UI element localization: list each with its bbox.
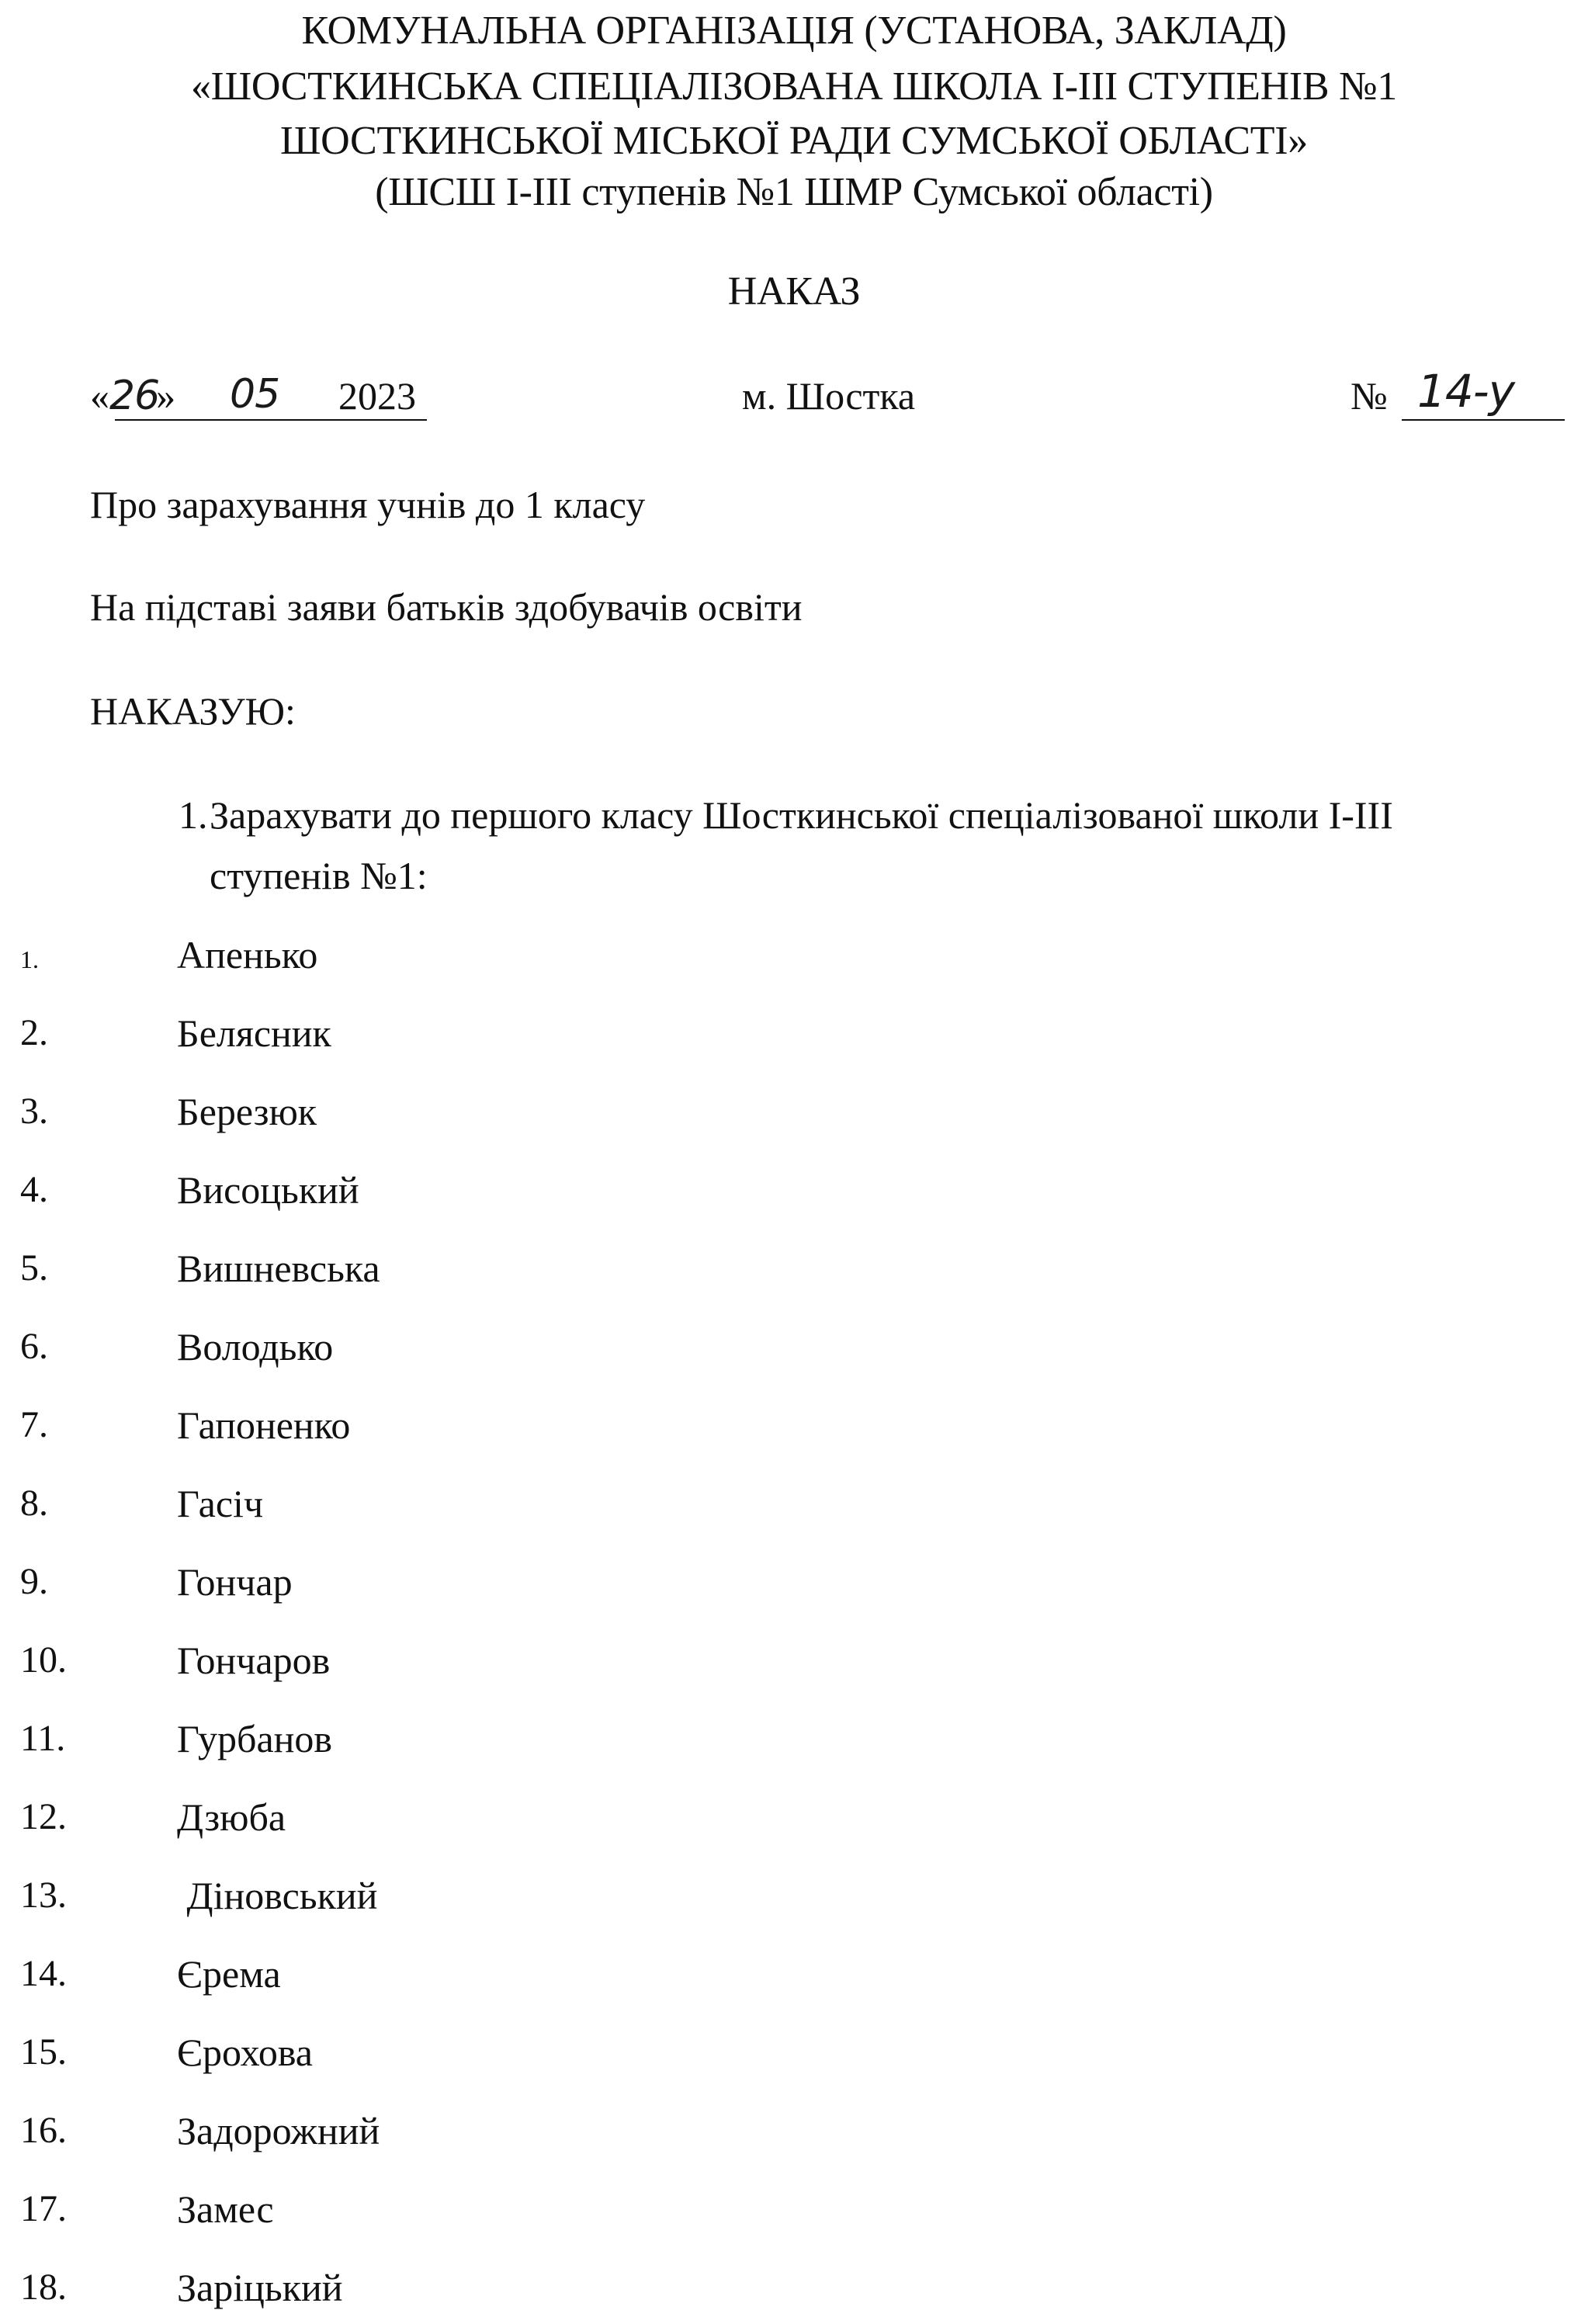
date-close-quote: » <box>156 374 176 418</box>
student-name: Гасіч <box>177 1482 264 1525</box>
date-open-quote: « <box>90 374 109 418</box>
student-number: 12. <box>20 1796 67 1837</box>
student-number: 18. <box>20 2267 67 2308</box>
order-subject: Про зарахування учнів до 1 класу <box>90 483 646 526</box>
student-name: Діновський <box>177 1874 378 1917</box>
student-number: 16. <box>20 2110 67 2151</box>
student-name: Замес <box>177 2187 274 2231</box>
student-number: 5. <box>20 1247 48 1289</box>
student-number: 7. <box>20 1404 48 1445</box>
order-number-handwritten: 14-у <box>1417 365 1515 418</box>
student-name: Гурбанов <box>177 1717 332 1760</box>
student-number: 10. <box>20 1639 67 1681</box>
date-underline <box>115 419 427 421</box>
clause-1-line-2: ступенів №1: <box>210 854 428 897</box>
student-name: Вишневська <box>177 1247 380 1290</box>
student-number: 11. <box>20 1718 66 1759</box>
student-number: 1. <box>20 945 39 973</box>
student-name: Єрема <box>177 1952 281 1996</box>
order-number-prefix: № <box>1350 374 1388 418</box>
student-name: Березюк <box>177 1090 317 1133</box>
student-name: Гончар <box>177 1560 293 1604</box>
student-name: Белясник <box>177 1011 331 1055</box>
student-name: Задорожний <box>177 2109 380 2152</box>
date-year: 2023 <box>338 374 416 418</box>
student-number: 2. <box>20 1012 48 1053</box>
student-number: 6. <box>20 1326 48 1367</box>
student-name: Володько <box>177 1325 334 1368</box>
student-name: Дзюба <box>177 1795 286 1839</box>
clause-1-number: 1. <box>179 793 208 837</box>
student-name: Єрохова <box>177 2031 313 2074</box>
student-number: 14. <box>20 1953 67 1994</box>
student-number: 8. <box>20 1483 48 1524</box>
student-name: Заріцький <box>177 2266 343 2309</box>
document-title: НАКАЗ <box>727 269 861 314</box>
student-name: Висоцький <box>177 1168 359 1212</box>
date-field <box>90 373 175 419</box>
order-number-underline <box>1402 419 1565 421</box>
student-name: Гончаров <box>177 1639 331 1682</box>
clause-1-line-1: Зарахувати до першого класу Шосткинської спеціалізованої школи І-ІІІ <box>210 793 1393 837</box>
header-line-1: КОМУНАЛЬНА ОРГАНІЗАЦІЯ (УСТАНОВА, ЗАКЛАД) <box>301 9 1287 53</box>
header-line-3: ШОСТКИНСЬКОЇ МІСЬКОЇ РАДИ СУМСЬКОЇ ОБЛАСТІ» <box>280 119 1308 163</box>
student-name: Апенько <box>177 933 318 976</box>
date-month-handwritten: 05 <box>230 371 280 418</box>
student-number: 17. <box>20 2188 67 2229</box>
student-number: 4. <box>20 1169 48 1210</box>
student-number: 9. <box>20 1561 48 1602</box>
order-directive: НАКАЗУЮ: <box>90 689 296 733</box>
student-number: 13. <box>20 1875 67 1916</box>
student-name: Гапоненко <box>177 1403 351 1447</box>
order-basis: На підставі заяви батьків здобувачів освіти <box>90 585 803 629</box>
header-line-2: «ШОСТКИНСЬКА СПЕЦІАЛІЗОВАНА ШКОЛА І-ІІІ СТУПЕНІВ №1 <box>191 64 1397 109</box>
student-number: 15. <box>20 2031 67 2073</box>
header-line-4: (ШСШ І-ІІІ ступенів №1 ШМР Сумської області) <box>375 170 1213 214</box>
city: м. Шостка <box>742 374 916 418</box>
student-number: 3. <box>20 1091 48 1132</box>
date-day-handwritten: 26 <box>109 373 160 419</box>
